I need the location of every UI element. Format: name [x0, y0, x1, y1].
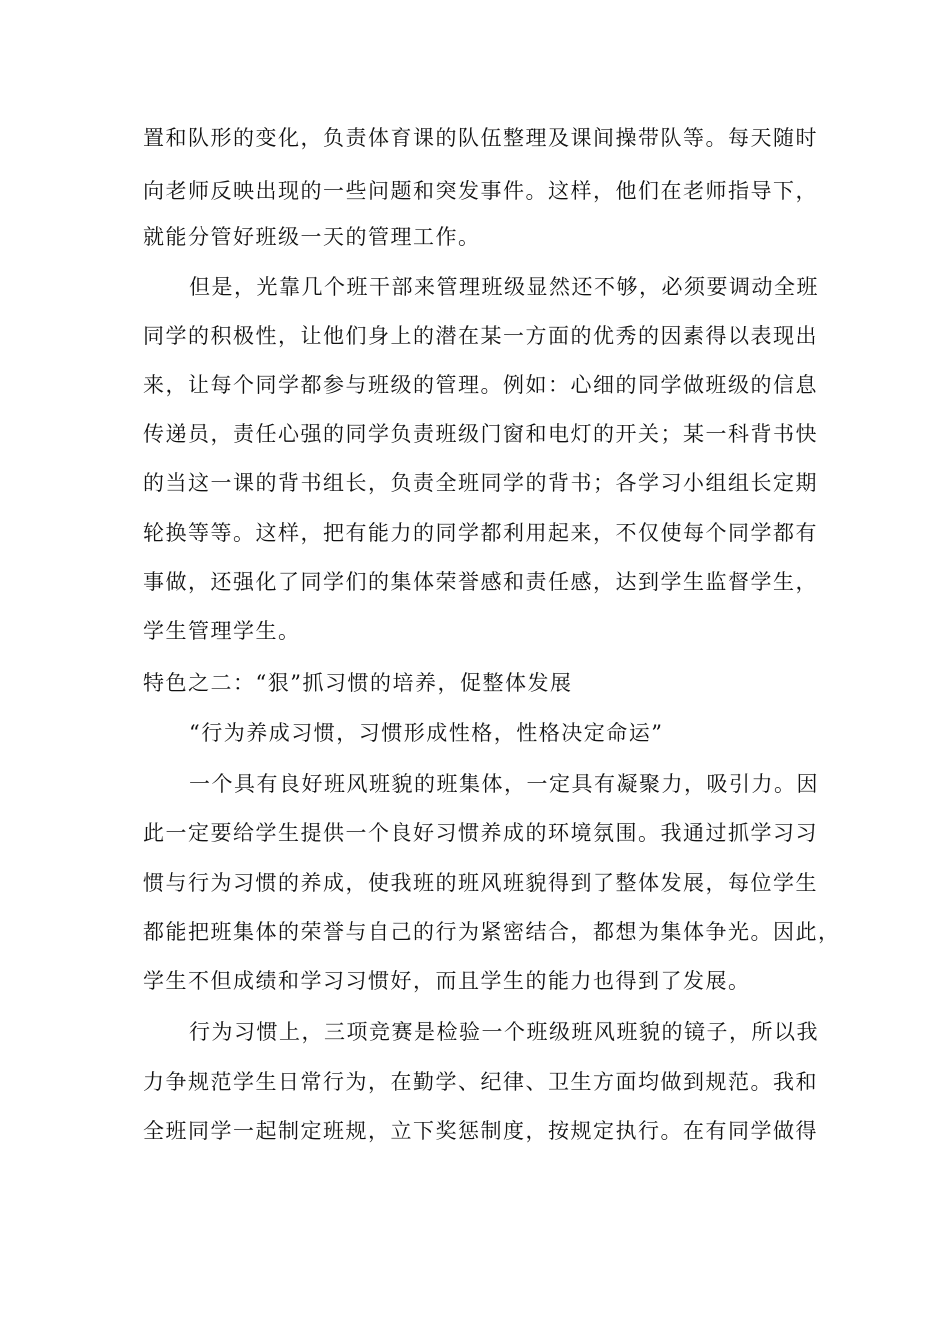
paragraph-line: 轮换等等。这样，把有能力的同学都利用起来，不仅使每个同学都有 — [143, 521, 818, 545]
section-heading: 特色之二：“狠”抓习惯的培养，促整体发展 — [143, 671, 573, 695]
paragraph-line: 都能把班集体的荣誉与自己的行为紧密结合，都想为集体争光。因此， — [143, 920, 841, 944]
paragraph-line: 此一定要给学生提供一个良好习惯养成的环境氛围。我通过抓学习习 — [143, 821, 818, 845]
paragraph-line: 就能分管好班级一天的管理工作。 — [143, 225, 481, 249]
paragraph-line: 同学的积极性，让他们身上的潜在某一方面的优秀的因素得以表现出 — [143, 324, 818, 348]
paragraph-line: 学生不但成绩和学习习惯好，而且学生的能力也得到了发展。 — [143, 969, 751, 993]
paragraph-line: 一个具有良好班风班貌的班集体，一定具有凝聚力，吸引力。因 — [189, 772, 819, 796]
paragraph-line: 惯与行为习惯的养成，使我班的班风班貌得到了整体发展，每位学生 — [143, 871, 818, 895]
paragraph-line: 但是，光靠几个班干部来管理班级显然还不够，必须要调动全班 — [189, 275, 819, 299]
paragraph-line: 力争规范学生日常行为，在勤学、纪律、卫生方面均做到规范。我和 — [143, 1070, 818, 1094]
paragraph-line: 置和队形的变化，负责体育课的队伍整理及课间操带队等。每天随时 — [143, 126, 818, 150]
paragraph-line: 行为习惯上，三项竞赛是检验一个班级班风班貌的镜子，所以我 — [189, 1020, 819, 1044]
paragraph-line: 事做，还强化了同学们的集体荣誉感和责任感，达到学生监督学生， — [143, 570, 818, 594]
paragraph-line: 学生管理学生。 — [143, 619, 301, 643]
paragraph-line: 向老师反映出现的一些问题和突发事件。这样，他们在老师指导下， — [143, 179, 818, 203]
paragraph-line: 全班同学一起制定班规，立下奖惩制度，按规定执行。在有同学做得 — [143, 1119, 818, 1143]
paragraph-line: 来，让每个同学都参与班级的管理。例如：心细的同学做班级的信息 — [143, 373, 818, 397]
paragraph-line: 的当这一课的背书组长，负责全班同学的背书；各学习小组组长定期 — [143, 471, 818, 495]
paragraph-line: 传递员，责任心强的同学负责班级门窗和电灯的开关；某一科背书快 — [143, 422, 818, 446]
quote-line: “行为养成习惯，习惯形成性格，性格决定命运” — [189, 721, 664, 745]
